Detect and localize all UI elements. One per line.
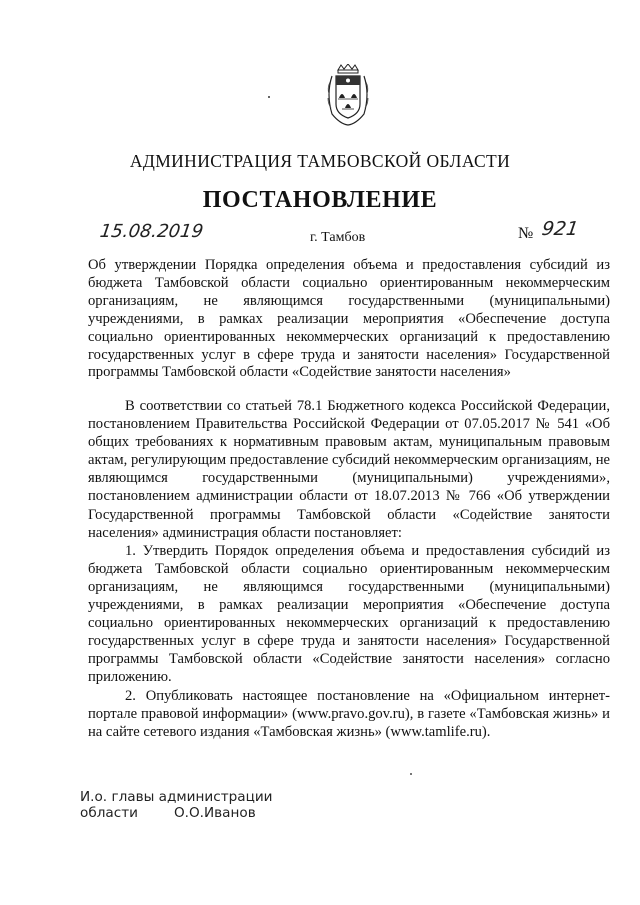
document-title: Об утверждении Порядка определения объема и предоставления субсидий из бюджета Тамбовской области социально ориентированным некоммерческим организациям, не являющимся государственными (муниципальными) учреждениями, в рамках реализации мероприятия «Обеспечение доступа социально ориентированных некоммерческих организаций к предоставлению государственных услуг в сфере труда и занятости населения» Государственной программы Тамбовской области «Содействие занятости населения» [88,257,610,381]
scan-speck [410,773,412,775]
document-city: г. Тамбов [310,230,366,245]
signatory-position: И.о. главы администрации [80,789,273,805]
signature-block [80,789,273,821]
scan-speck [268,96,270,98]
preamble-paragraph: В соответствии со статьей 78.1 Бюджетного кодекса Российской Федерации, постановлением Правительства Российской Федерации от 07.05.2017 № 541 «Об общих требованиях к нормативным правовым актам, муниципальным правовым актам, регулирующим предоставление субсидий некоммерческим организациям, не являющимся государственными (муниципальными) учреждениями», постановлением администрации области от 18.07.2013 № 766 «Об утверждении Государственной программы Тамбовской области «Содействие занятости населения» администрация области постановляет: [88,398,610,541]
document-body [88,397,610,741]
organization-name: АДМИНИСТРАЦИЯ ТАМБОВСКОЙ ОБЛАСТИ [129,151,511,171]
item-1-paragraph: 1. Утвердить Порядок определения объема и предоставления субсидий из бюджета Тамбовской области социально ориентированным некоммерческим организациям, не являющимся государственными (муниципальными) учреждениями, в рамках реализации мероприятия «Обеспечение доступа социально ориентированных некоммерческих организаций к предоставлению государственных услуг в сфере труда и занятости населения» Государственной программы Тамбовской области «Содействие занятости населения» согласно приложению. [88,542,610,686]
signatory-name: О.О.Иванов [173,805,256,821]
signatory-line-2 [80,805,273,821]
item-2-paragraph: 2. Опубликовать настоящее постановление на «Официальном интернет-портале правовой информации» (www.pravo.gov.ru), в газете «Тамбовская жизнь» и на сайте сетевого издания «Тамбовская жизнь» (www.tamlife.ru). [88,687,610,740]
coat-of-arms-emblem [324,64,372,126]
signatory-region: области [80,805,138,821]
document-number: 921 [540,218,580,240]
document-type-heading: ПОСТАНОВЛЕНИЕ [202,187,438,213]
number-sign: № [518,225,534,242]
document-date: 15.08.2019 [98,221,205,242]
